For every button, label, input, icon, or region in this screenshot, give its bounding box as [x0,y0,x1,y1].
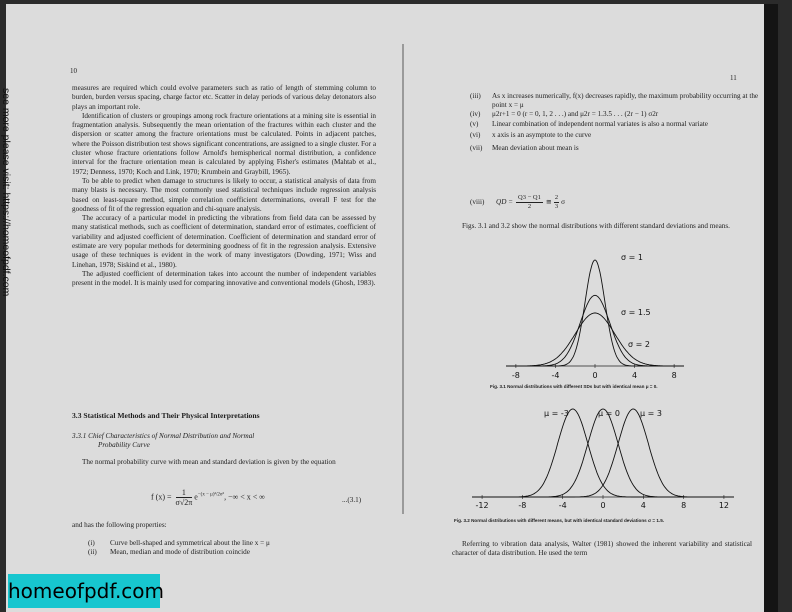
series-label: σ = 2 [628,340,650,349]
series-label: σ = 1.5 [621,308,651,317]
subsection-heading: 3.3.1 Chief Characteristics of Normal Distribution and Normal Probability Curve [72,432,255,449]
list-item: (vi) x axis is an asymptote to the curve [470,130,592,139]
tick-label: -12 [475,501,489,510]
list-item: (iii) As x increases numerically, f(x) decreases rapidly, the maximum probability occurring at the point x = μ [470,92,759,110]
paragraph: The accuracy of a particular model in predicting the vibrations from field data can be assessed by many statistical methods, such as coefficient of determination, standard error of estimates, coefficient of variability and adjusted coefficient of determination. Coefficient of determination and standard error of estimate are very popular methods for determining goodness of fit in the regression analysis. Extensive usage of these techniques is evident in the work of many investigators (Dowding, 1971; Wiss and Linehan, 1978; Siskind et al., 1980). [72,214,376,269]
paragraph: The adjusted coefficient of determination takes into account the number of independent variables present in the model. It is mainly used for comparing innovative and conventional models (Ghosh, 1983). [72,269,376,288]
right-scan-edge [764,4,778,612]
properties-intro: and has the following properties: [72,521,167,529]
series-label: σ = 1 [621,253,643,262]
tick-label: -8 [518,501,527,510]
list-item: (i) Curve bell-shaped and symmetrical about the line x = μ [88,539,270,547]
page-gutter [402,44,404,514]
series-label: μ = -3 [544,409,569,418]
tick-label: 0 [600,501,606,510]
tick-label: -4 [551,371,560,380]
figures-intro: Figs. 3.1 and 3.2 show the normal distributions with different standard deviations and means. [462,222,730,230]
paragraph: measures are required which could evolve parameters such as ratio of length of stemming column to burden, burden versus spacing, charge factor etc. Scatter in delay periods of various delay detonators also plays an important role. [72,84,376,111]
series-curve [472,409,734,497]
quartile-deviation-item: (viii) QD = $\frac{Q3 - Q1}{2}$ ≅ 2 3 σ [470,194,565,210]
list-item: (vii) Mean deviation about mean is [470,144,579,153]
series-curve [472,409,734,497]
series-label: μ = 0 [598,409,620,418]
scanned-book-spread [0,4,778,612]
reference-text: Referring to vibration data analysis, Walter (1981) showed the inherent variability and statistical character of data distribution. He used the term [452,540,752,558]
figure-3-1-caption: Fig. 3.1 Normal distributions with different SDs but with identical mean μ = 0. [490,384,658,389]
tick-label: 8 [681,501,687,510]
series-curve [472,409,734,497]
series-curve [506,295,684,366]
tick-label: 4 [632,371,638,380]
paragraph: To be able to predict when damage to structures is likely to occur, a statistical analysis of data from many blasts is necessary. The most commonly used statistical techniques include regression analysis based on least-square method, simple correlation coefficient determinations, overall F test for the goodness of fit of the regression equation and chi-square analysis. [72,176,376,213]
side-watermark: see more please visit: https://homeofpdf.com [0,88,12,297]
watermark-badge: homeofpdf.com [8,574,160,608]
tick-label: 12 [718,501,730,510]
series-label: μ = 3 [640,409,662,418]
tick-label: 4 [640,501,646,510]
list-item: (v) Linear combination of independent normal variates is also a normal variate [470,119,708,128]
series-curve [506,313,684,366]
list-item: (iv) μ2r+1 = 0 (r = 0, 1, 2 . . .) and μ2r = 1.3.5 . . . (2r − 1) σ2r [470,110,659,119]
figure-3-2-caption: Fig. 3.2 Normal distributions with different means, but with identical standard deviations σ = 1.5. [454,518,665,523]
equation-number: ...(3.1) [342,496,362,504]
paragraph: Identification of clusters or groupings among rock fracture orientations at a mining site is essential in fragmentation analysis. Subsequently the mean orientation of the fractures within each cluster and the dispersion or scatter among the fracture orientations must be calculated. Points in adjacent patches, where the Poisson distribution test shows significant concentrations, are assigned to a single cluster. For a cluster whose fracture orientations follow Arnold's hemispherical normal distribution, a confidence interval for the fracture orientation mean is calculated by applying Fisher's estimates (Mahtab et al., 1972; Denness, 1970; Koch and Link, 1970; Krumbein and Graybill, 1965). [72,111,377,176]
normal-pdf-equation: f (x) = $\frac{1}{\sigma√2\pi}$ $e^{-(x - \mu)^2/2\sigma^2}$, −∞ < x < ∞ [151,488,266,507]
left-page-number: 10 [70,67,77,75]
list-item: (ii) Mean, median and mode of distribution coincide [88,548,250,557]
tick-label: 8 [671,371,677,380]
tick-label: -4 [558,501,567,510]
tick-label: 0 [592,371,598,380]
section-heading: 3.3 Statistical Methods and Their Physical Interpretations [72,411,260,420]
equation-intro: The normal probability curve with mean and standard deviation is given by the equation [82,458,336,466]
tick-label: -8 [511,371,520,380]
right-page-number: 11 [730,74,737,82]
